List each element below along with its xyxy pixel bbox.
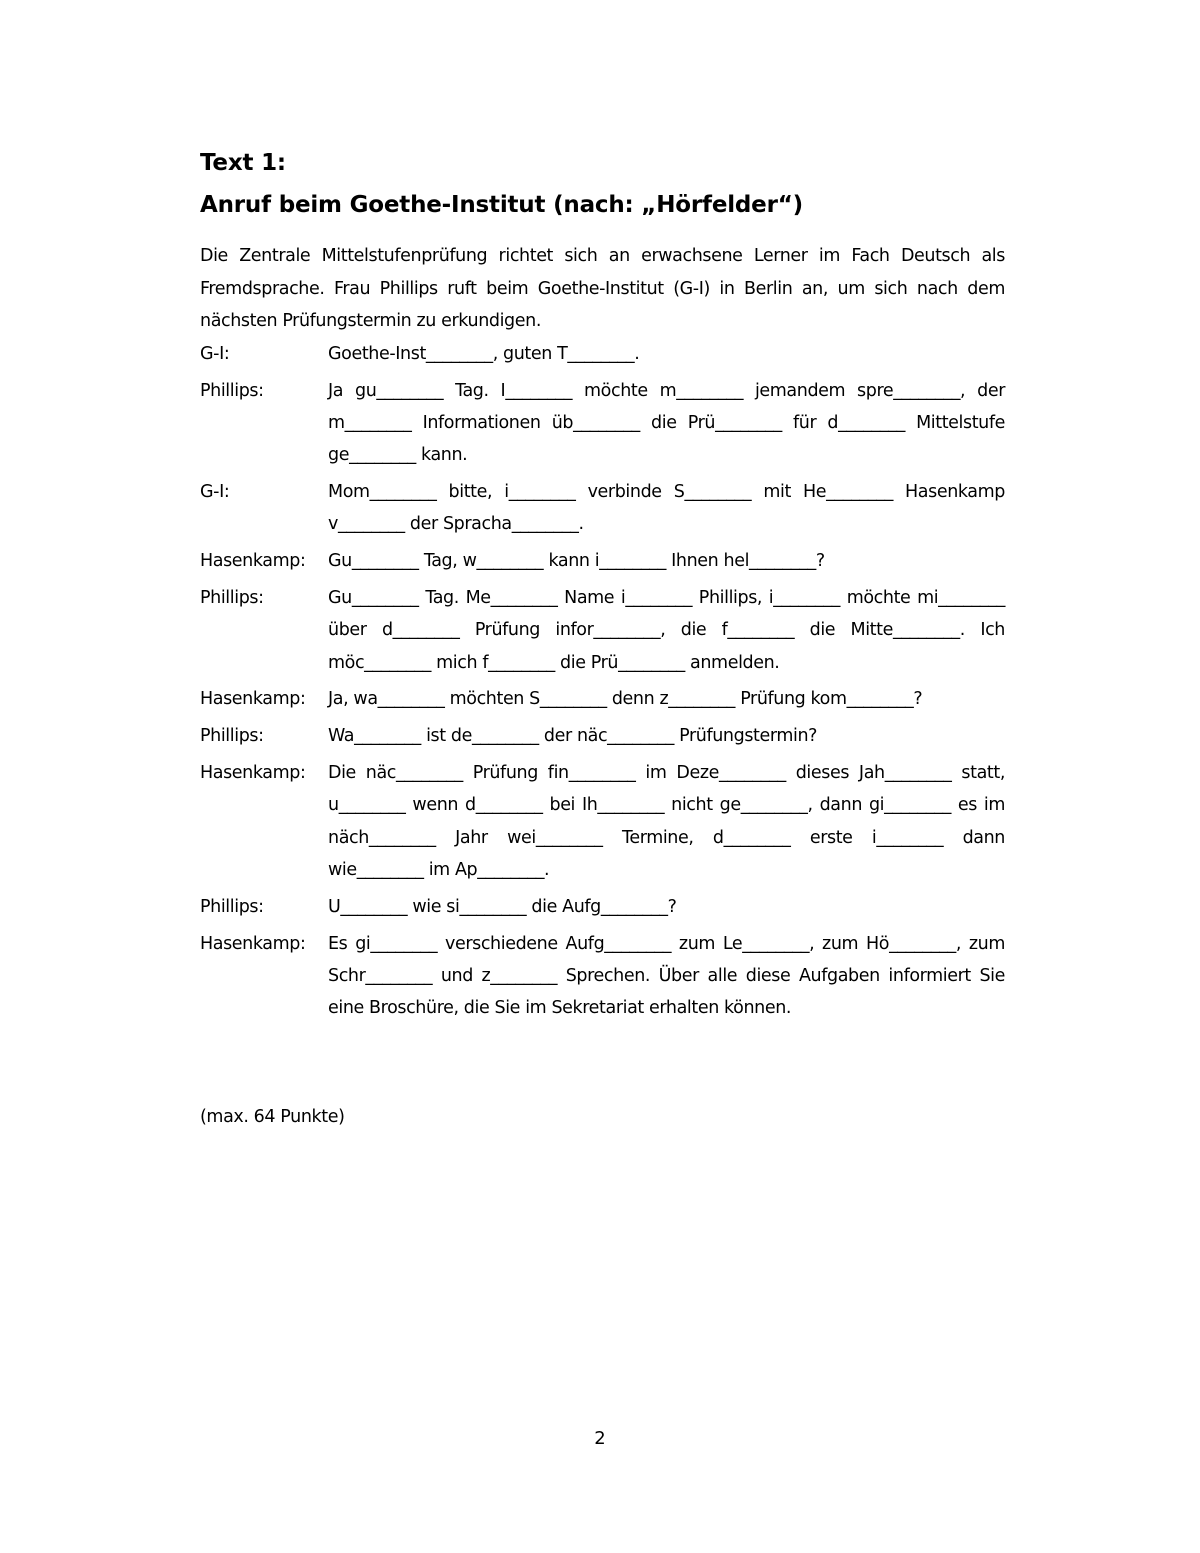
utterance-text: Goethe-Inst________, guten T________. [328,344,640,364]
page-number: 2 [594,1428,606,1449]
dialog-line [200,545,1005,577]
dialog-line [200,375,1005,472]
utterance-text: Es gi________ verschiedene Aufg________ zum Le________, zum Hö________, zum Schr________ und z________ Sprechen. Über alle diese Aufgaben informiert Sie eine Broschüre, die Sie im Sekretariat erhalten können. [328,933,1005,1019]
speaker-label: Hasenkamp: [200,551,306,572]
speaker-label: Hasenkamp: [200,689,306,710]
max-points-note: (max. 64 Punkte) [200,1107,345,1127]
utterance-text: Ja gu________ Tag. I________ möchte m________ jemandem spre________, der m________ Informationen üb________ die Prü________ für d________ Mittelstufe ge________ kann. [328,380,1005,466]
utterance-text: Gu________ Tag. Me________ Name i________ Phillips, i________ möchte mi________ über d________ Prüfung infor________, die f________ die Mitte________. Ich möc________ mich f________ die Prü________ anmelden. [328,588,1005,673]
speaker-label: Phillips: [200,588,264,609]
dialog-line [200,683,1005,715]
dialog-line [200,757,1005,886]
utterance-text: Gu________ Tag, w________ kann i________ Ihnen hel________? [328,551,825,572]
speaker-label: Phillips: [200,726,264,747]
speaker-label: Phillips: [200,380,264,401]
text-title: Text 1: [200,150,286,176]
speaker-label: Phillips: [200,896,264,917]
intro-paragraph: Die Zentrale Mittelstufenprüfung richtet sich an erwachsene Lerner im Fach Deutsch als Fremdsprache. Frau Phillips ruft beim Goethe-Institut (G-I) in Berlin an, um sich nach dem nächsten Prüfungstermin zu erkundigen. [200,246,1005,331]
utterance-text: Mom________ bitte, i________ verbinde S________ mit He________ Hasenkamp v________ der Spracha________. [328,482,1005,535]
dialog-line [200,338,1005,370]
dialog-line [200,476,1005,541]
speaker-label: G-I: [200,482,230,503]
text-subtitle: Anruf beim Goethe-Institut (nach: „Hörfelder“) [200,192,803,218]
speaker-label: Hasenkamp: [200,933,306,954]
dialog-line [200,582,1005,679]
utterance-text: U________ wie si________ die Aufg________? [328,896,677,917]
dialog-line [200,720,1005,752]
speaker-label: Hasenkamp: [200,763,306,784]
dialog-line [200,928,1005,1025]
dialog [200,338,1005,1029]
speaker-label: G-I: [200,344,230,364]
dialog-line [200,891,1005,923]
utterance-text: Ja, wa________ möchten S________ denn z________ Prüfung kom________? [328,689,923,710]
utterance-text: Wa________ ist de________ der näc________ Prüfungstermin? [328,726,818,747]
utterance-text: Die näc________ Prüfung fin________ im Deze________ dieses Jah________ statt, u________ wenn d________ bei Ih________ nicht ge________, dann gi________ es im näch________ Jahr wei________ Termine, d________ erste i________ dann wie________ im Ap________. [328,763,1005,880]
